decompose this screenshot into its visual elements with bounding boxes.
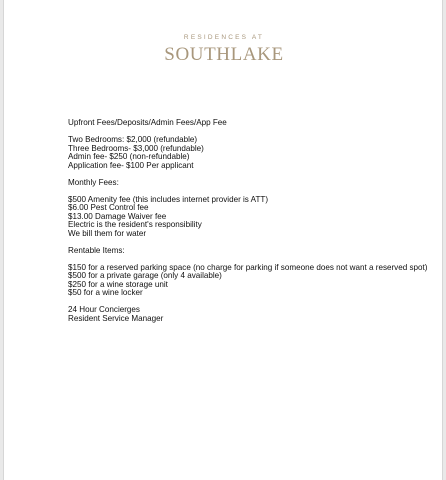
document-page: [3, 0, 443, 480]
rentable-item-line: $500 for a private garage (only 4 available): [68, 271, 222, 280]
fee-line: We bill them for water: [68, 228, 147, 238]
fee-line: Admin fee- $250 (non-refundable): [68, 152, 190, 161]
logo-main-line: SOUTHLAKE: [164, 44, 284, 65]
section-heading-monthly-fees: Monthly Fees:: [68, 177, 119, 187]
section-heading-rentable-items: Rentable Items:: [68, 245, 125, 255]
staff-line: 24 Hour Concierges: [68, 305, 140, 314]
blank-line: [68, 170, 438, 179]
section-heading-upfront-fees: Upfront Fees/Deposits/Admin Fees/App Fee: [68, 118, 227, 127]
fee-line: Three Bedrooms- $3,000 (refundable): [68, 143, 204, 153]
rentable-item-line: $250 for a wine storage unit: [68, 279, 168, 289]
fee-line: $6.00 Pest Control fee: [68, 203, 149, 212]
fee-line: $500 Amenity fee (this includes internet provider is ATT): [68, 194, 269, 204]
rentable-item-line: $150 for a reserved parking space (no charge for parking if someone does not want a reserved spot): [68, 262, 428, 272]
fee-line: Electric is the resident's responsibility: [68, 220, 202, 229]
logo: [4, 34, 444, 66]
logo-top-line: RESIDENCES AT: [183, 34, 265, 41]
document-body: [68, 119, 438, 323]
rentable-item-line: $50 for a wine locker: [68, 288, 143, 297]
fee-line: Two Bedrooms: $2,000 (refundable): [68, 135, 198, 144]
fee-line: $13.00 Damage Waiver fee: [68, 211, 167, 221]
fee-line: Application fee- $100 Per applicant: [68, 160, 194, 170]
staff-line: Resident Service Manager: [68, 313, 164, 323]
